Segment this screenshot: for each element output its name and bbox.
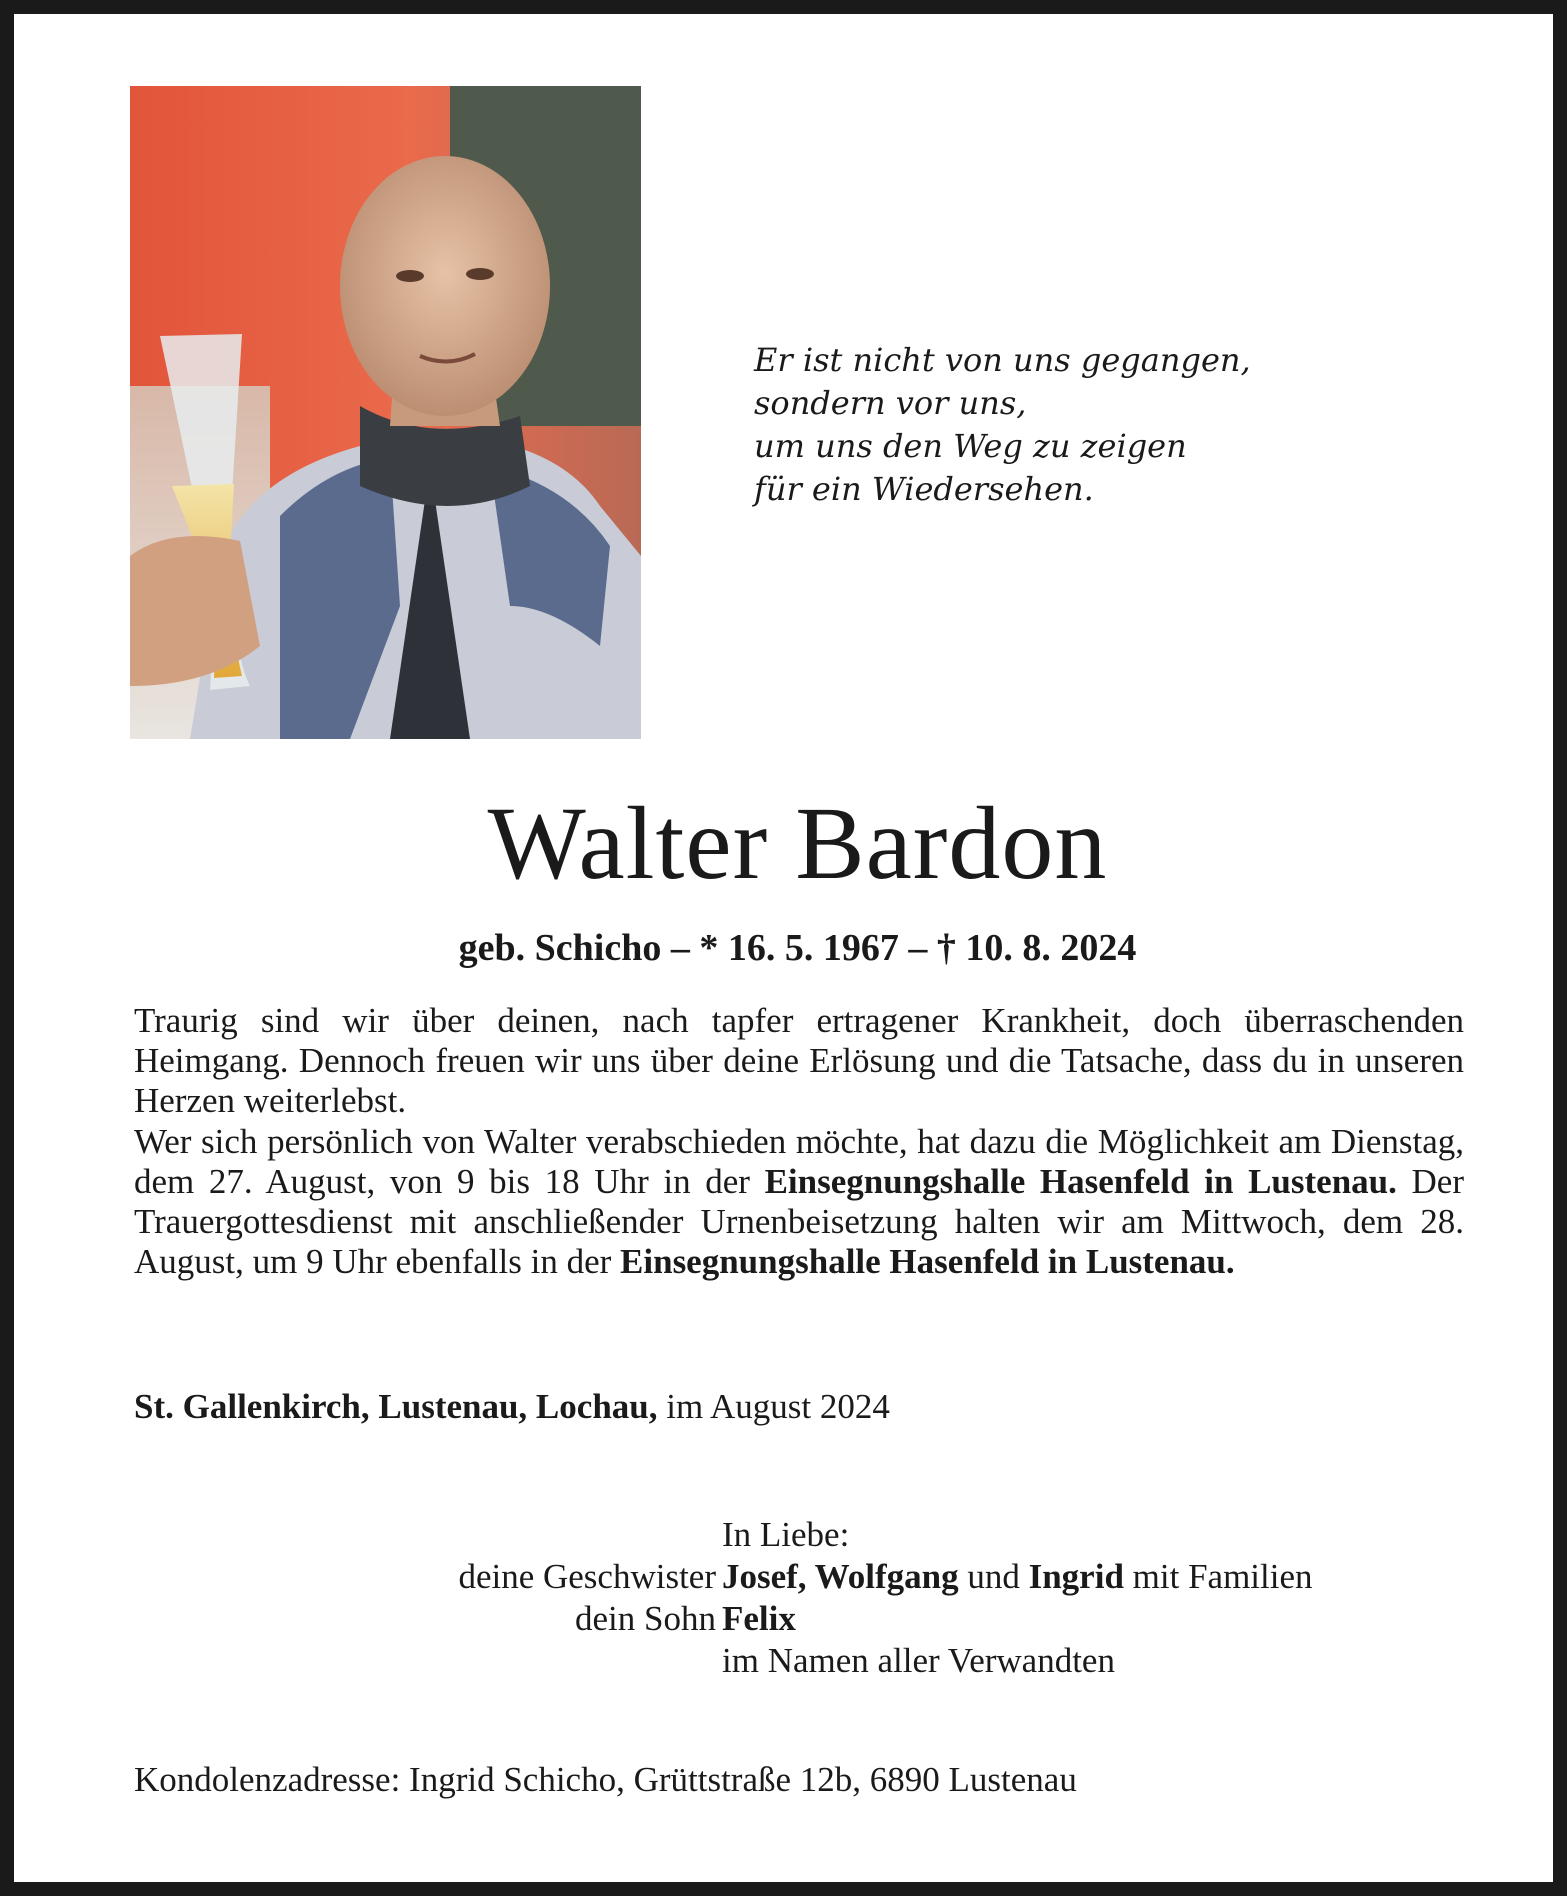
sibling-names-a: Josef, Wolfgang: [722, 1557, 959, 1596]
location-bold: Einsegnungshalle Hasenfeld in Lustenau.: [620, 1242, 1235, 1282]
family-signature: [14, 1514, 1567, 1682]
siblings-label: deine Geschwister: [458, 1557, 716, 1596]
deceased-name: Walter Bardon: [487, 786, 1108, 901]
obituary-text: [134, 1001, 1464, 1282]
portrait-photo: [130, 86, 641, 739]
text-segment: Wer sich persönlich von Walter verabschieden möchte, hat dazu die Möglichkeit am Dienstag, dem 27. August, von 9 bis 18 Uhr in der: [134, 1121, 1464, 1201]
relatives-line: im Namen aller Verwandten: [722, 1641, 1115, 1680]
text-paragraph: [134, 1122, 1464, 1283]
son-name: Felix: [722, 1599, 796, 1638]
life-dates: geb. Schicho – * 16. 5. 1967 – † 10. 8. 2024: [458, 927, 1137, 969]
quote-line: Er ist nicht von uns gegangen,: [754, 341, 1251, 379]
quote-line: um uns den Weg zu zeigen: [754, 427, 1187, 465]
place-and-date: [134, 1386, 890, 1428]
month-year: im August 2024: [657, 1387, 890, 1426]
condolence-address: Kondolenzadresse: Ingrid Schicho, Grüttstraße 12b, 6890 Lustenau: [134, 1760, 1077, 1799]
with-families: mit Familien: [1123, 1557, 1313, 1596]
sibling-names-b: Ingrid: [1028, 1557, 1124, 1596]
and-word: und: [958, 1557, 1029, 1596]
text-paragraph: Traurig sind wir über deinen, nach tapfer ertragener Krankheit, doch überraschenden Heimgang. Dennoch freuen wir uns über deine Erlösung und die Tatsache, dass du in unseren Herzen weiterlebst.: [134, 1001, 1464, 1121]
portrait-illustration: [130, 86, 641, 739]
son-label: dein Sohn: [575, 1599, 716, 1638]
towns: St. Gallenkirch, Lustenau, Lochau,: [134, 1387, 658, 1426]
siblings-names: [722, 1556, 1313, 1598]
in-love-label: In Liebe:: [722, 1515, 850, 1554]
quote-line: für ein Wiedersehen.: [754, 470, 1094, 508]
text-segment: Der Trauergottesdienst mit anschließender Urnenbeisetzung halten wir am Mittwoch, dem 28. August, um 9 Uhr ebenfalls in der: [134, 1161, 1465, 1282]
quote-line: sondern vor uns,: [754, 384, 1027, 422]
memorial-quote: [754, 339, 1251, 511]
location-bold: Einsegnungshalle Hasenfeld in Lustenau.: [764, 1161, 1397, 1201]
